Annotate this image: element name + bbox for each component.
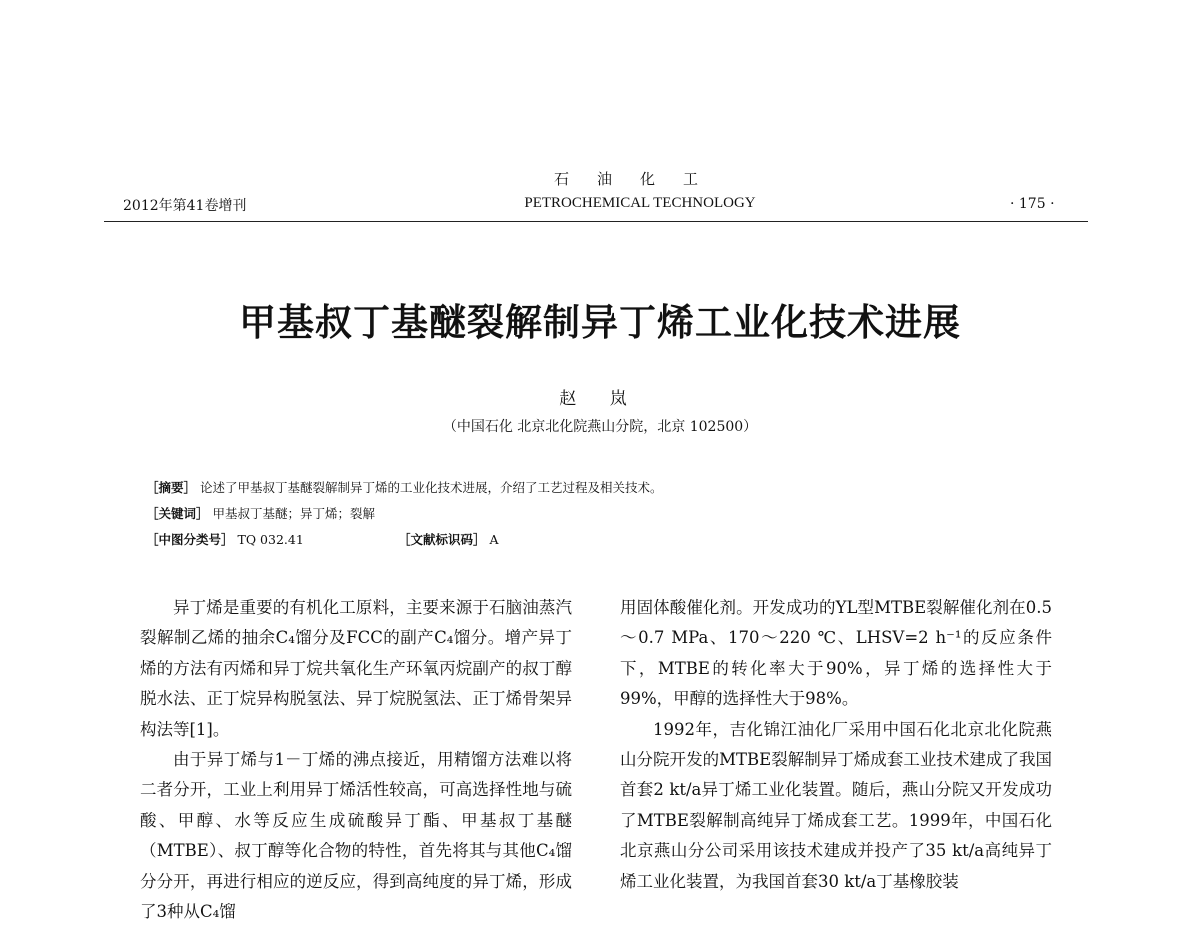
article-title: 甲基叔丁基醚裂解制异丁烯工业化技术进展 bbox=[239, 301, 961, 344]
issue-info: 2012年第41卷增刊 bbox=[123, 198, 247, 214]
clc-value: TQ 032.41 bbox=[237, 532, 304, 547]
journal-name-cn: 石油化工 bbox=[553, 170, 726, 188]
paragraph: 异丁烯是重要的有机化工原料，主要来源于石脑油蒸汽裂解制乙烯的抽余C₄馏分及FCC的副产C₄馏分。增产异丁烯的方法有丙烯和异丁烷共氧化生产环氧丙烷副产的叔丁醇脱水法、正丁烷异构脱氢法、异丁烷脱氢法、正丁烯骨架异构法等[1]。 bbox=[140, 598, 572, 739]
paragraph: 1992年，吉化锦江油化厂采用中国石化北京北化院燕山分院开发的MTBE裂解制异丁烯成套工业技术建成了我国首套2 kt/a异丁烯工业化装置。随后，燕山分院又开发成功了MTBE裂解制高纯异丁烯成套工艺。1999年，中国石化北京燕山分公司采用该技术建成并投产了35 kt/a高纯异丁烯工业化装置，为我国首套30 kt/a丁基橡胶装 bbox=[620, 719, 1052, 891]
keywords-label: ［关键词］ bbox=[146, 506, 209, 521]
journal-name-en: PETROCHEMICAL TECHNOLOGY bbox=[524, 195, 756, 211]
abstract-label: ［摘要］ bbox=[146, 480, 197, 495]
affiliation: （中国石化 北京北化院燕山分院，北京 102500） bbox=[442, 419, 758, 435]
abstract-text: 论述了甲基叔丁基醚裂解制异丁烯的工业化技术进展，介绍了工艺过程及相关技术。 bbox=[200, 480, 663, 495]
clc-label: ［中图分类号］ bbox=[146, 532, 234, 547]
doc-code-value: A bbox=[489, 532, 499, 547]
body-column-right bbox=[620, 593, 1052, 897]
paragraph: 用固体酸催化剂。开发成功的YL型MTBE裂解催化剂在0.5～0.7 MPa、170～220 ℃、LHSV=2 h⁻¹的反应条件下，MTBE的转化率大于90%，异丁烯的选择性大于99%，甲醇的选择性大于98%。 bbox=[620, 598, 1052, 709]
author: 赵 岚 bbox=[559, 389, 641, 409]
classification bbox=[146, 530, 304, 548]
keywords bbox=[146, 504, 375, 522]
doc-code-label: ［文献标识码］ bbox=[398, 532, 486, 547]
header-rule bbox=[104, 221, 1088, 222]
paragraph: 由于异丁烯与1－丁烯的沸点接近，用精馏方法难以将二者分开，工业上利用异丁烯活性较高，可高选择性地与硫酸、甲醇、水等反应生成硫酸异丁酯、甲基叔丁基醚（MTBE）、叔丁醇等化合物的特性，首先将其与其他C₄馏分分开，再进行相应的逆反应，得到高纯度的异丁烯，形成了3种从C₄馏 bbox=[140, 750, 572, 922]
body-column-left bbox=[140, 593, 572, 927]
page-number: · 175 · bbox=[1010, 196, 1055, 212]
document-code bbox=[398, 530, 499, 548]
keywords-text: 甲基叔丁基醚；异丁烯；裂解 bbox=[212, 506, 376, 521]
abstract bbox=[146, 478, 663, 496]
